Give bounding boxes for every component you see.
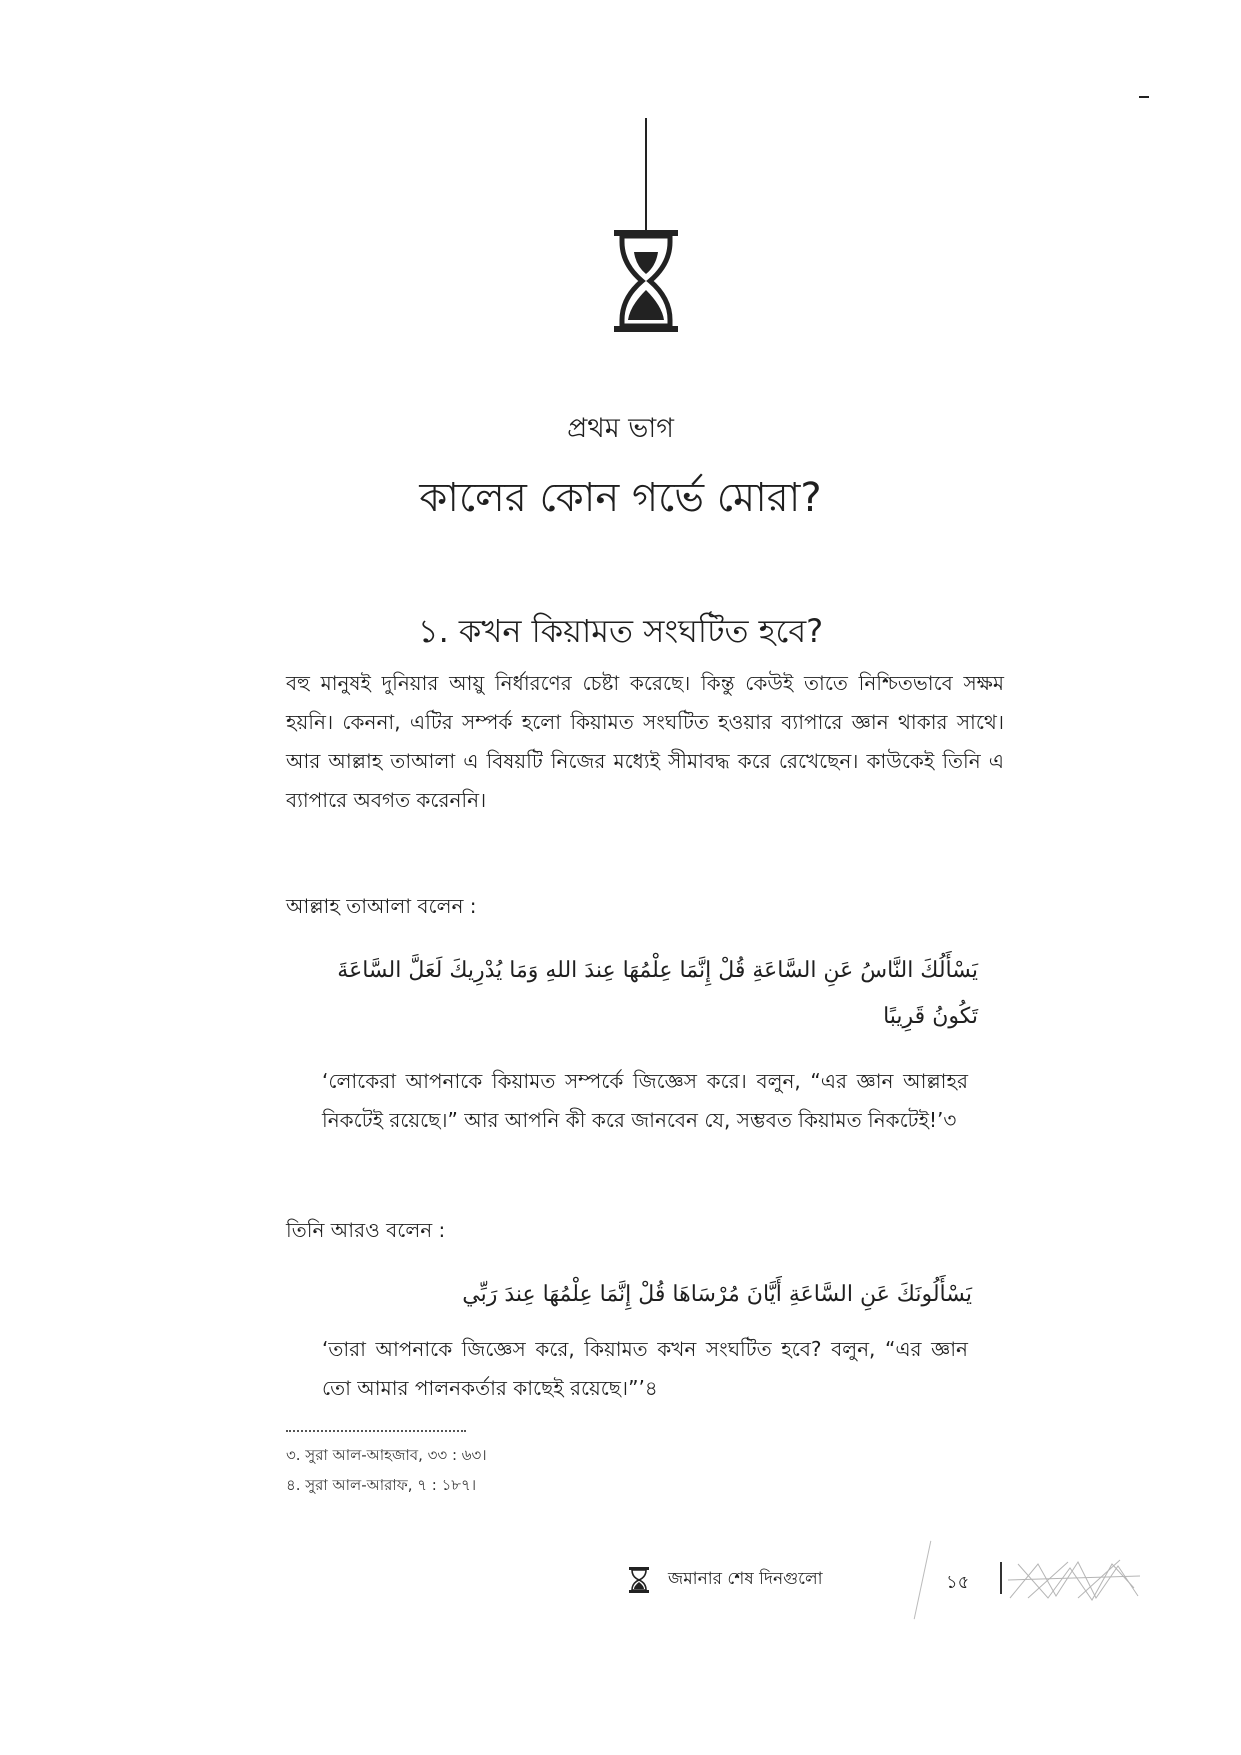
quote-intro-2: তিনি আরও বলেন : bbox=[286, 1218, 446, 1242]
hanging-hourglass-icon bbox=[600, 118, 692, 338]
footer-bar bbox=[1000, 1562, 1002, 1594]
arabic-verse-1: يَسْأَلُكَ النَّاسُ عَنِ السَّاعَةِ قُلْ إِنَّمَا عِلْمُهَا عِندَ اللهِ وَمَا يُدْرِيكَ لَعَلَّ السَّاعَةَ تَكُونُ قَرِيبًا bbox=[337, 958, 978, 1029]
chapter-title: ১. কখন কিয়ামত সংঘটিত হবে? bbox=[417, 612, 824, 650]
part-label: প্রথম ভাগ bbox=[567, 413, 674, 444]
verse-translation-1: ‘লোকেরা আপনাকে কিয়ামত সম্পর্কে জিজ্ঞেস করে। বলুন, “এর জ্ঞান আল্লাহর নিকটেই রয়েছে।” আর আপনি কী করে জানবেন যে, সম্ভবত কিয়ামত নিকটেই!’৩ bbox=[322, 1069, 968, 1132]
arabic-verse-2: يَسْأَلُونَكَ عَنِ السَّاعَةِ أَيَّانَ مُرْسَاهَا قُلْ إِنَّمَا عِلْمُهَا عِندَ رَبِّي bbox=[462, 1282, 972, 1307]
hourglass-icon bbox=[628, 1566, 650, 1594]
footer-divider bbox=[914, 1541, 932, 1619]
footer-book-title: জমানার শেষ দিনগুলো bbox=[668, 1569, 823, 1589]
quote-intro-1: আল্লাহ তাআলা বলেন : bbox=[286, 894, 477, 918]
page-number: ১৫ bbox=[946, 1572, 970, 1593]
verse-translation-2: ‘তারা আপনাকে জিজ্ঞেস করে, কিয়ামত কখন সংঘটিত হবে? বলুন, “এর জ্ঞান তো আমার পালনকর্তার কাছেই রয়েছে।”’৪ bbox=[322, 1337, 968, 1400]
body-paragraph: বহু মানুষই দুনিয়ার আয়ু নির্ধারণের চেষ্টা করেছে। কিন্তু কেউই তাতে নিশ্চিতভাবে সক্ষম হয়নি। কেননা, এটির সম্পর্ক হলো কিয়ামত সংঘটিত হওয়ার ব্যাপারে জ্ঞান থাকার সাথে। আর আল্লাহ তাআলা এ বিষয়টি নিজের মধ্যেই সীমাবদ্ধ করে রেখেছেন। কাউকেই তিনি এ ব্যাপারে অবগত করেননি। bbox=[286, 671, 1004, 812]
footer-decoration bbox=[1008, 1558, 1140, 1602]
corner-mark bbox=[1139, 96, 1149, 98]
footnote-3: ৩. সুরা আল-আহজাব, ৩৩ : ৬৩। bbox=[286, 1446, 487, 1464]
part-title: কালের কোন গর্ভে মোরা? bbox=[419, 475, 822, 521]
footnote-4: ৪. সুরা আল-আরাফ, ৭ : ১৮৭। bbox=[286, 1476, 477, 1494]
footnote-divider bbox=[286, 1430, 466, 1432]
